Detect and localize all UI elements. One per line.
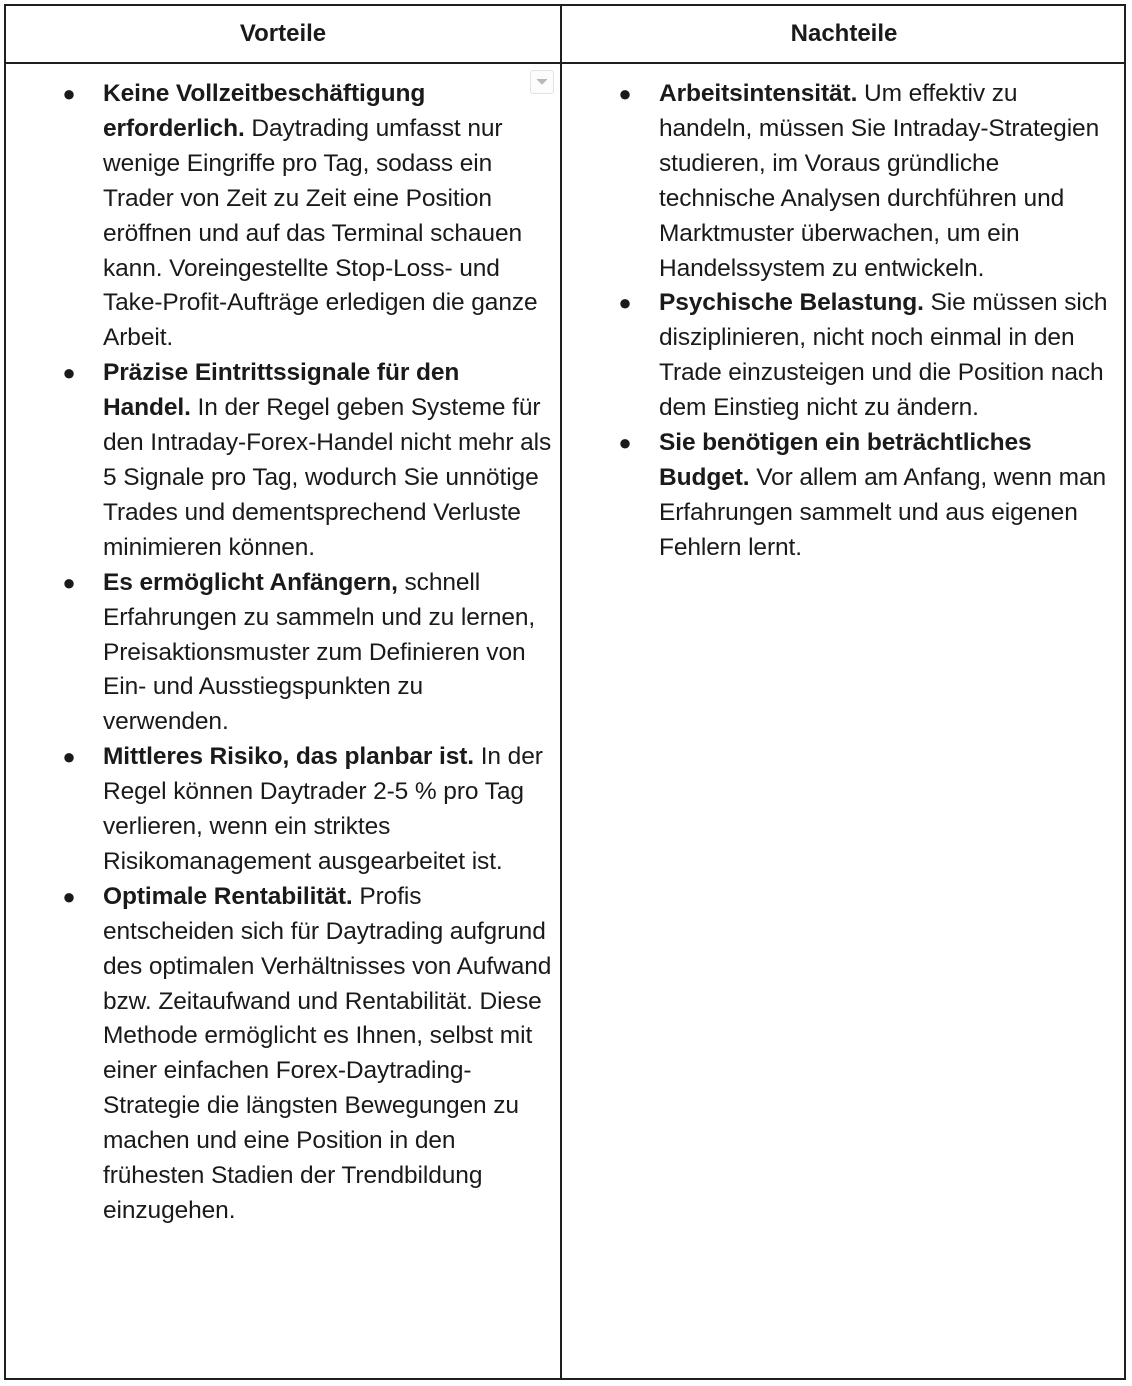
- pros-item-text: In der Regel geben Systeme für den Intraday-Forex-Handel nicht mehr als 5 Signale pro Tag, wodurch Sie unnötige Trades und dementsprechend Verluste minimieren können.: [103, 394, 552, 561]
- bullet-icon: ●: [62, 883, 76, 909]
- pros-list: [62, 77, 553, 1229]
- pros-item-text: Profis entscheiden sich für Daytrading aufgrund des optimalen Verhältnisses von Aufwand bzw. Zeitaufwand und Rentabilität. Diese Methode ermöglicht es Ihnen, selbst mit einer einfachen Forex-Daytrading-Strategie die längsten Bewegungen zu machen und eine Position in den frühesten Stadien der Trendbildung einzugehen.: [103, 882, 552, 1224]
- pros-list-item: [62, 356, 553, 565]
- cons-item-text: Um effektiv zu handeln, müssen Sie Intraday-Strategien studieren, im Voraus gründliche technische Analysen durchführen und Marktmuster überwachen, um ein Handelssystem zu entwickeln.: [659, 80, 1100, 282]
- pros-item-text: Daytrading umfasst nur wenige Eingriffe pro Tag, sodass ein Trader von Zeit zu Zeit eine Position eröffnen und auf das Terminal schauen kann. Voreingestellte Stop-Loss- und Take-Profit-Aufträge erledigen die ganze Arbeit.: [103, 114, 538, 352]
- cons-item-text: Vor allem am Anfang, wenn man Erfahrungen sammelt und aus eigenen Fehlern lernt.: [659, 463, 1107, 561]
- cons-item-heading: Arbeitsintensität.: [659, 80, 858, 107]
- pros-list-item: [62, 77, 553, 356]
- bullet-icon: ●: [62, 81, 76, 106]
- header-cons: [562, 6, 1126, 62]
- pros-cons-table: [4, 4, 1126, 1380]
- pros-list-item: [62, 740, 553, 880]
- pros-item-text: schnell Erfahrungen zu sammeln und zu lernen, Preisaktionsmuster zum Definieren von Ein- und Ausstiegspunkten zu verwenden.: [103, 568, 536, 736]
- bullet-icon: ●: [62, 569, 76, 595]
- cons-cell[interactable]: [562, 64, 1126, 1378]
- pros-item-heading: Mittleres Risiko, das planbar ist.: [103, 743, 475, 771]
- cons-item-heading: Sie benötigen ein beträchtliches Budget.: [659, 429, 1032, 491]
- pros-item-heading: Präzise Eintrittssignale für den Handel.: [103, 359, 460, 422]
- pros-list-item: [62, 880, 553, 1229]
- header-cons-label: Nachteile: [790, 20, 898, 47]
- cons-item-heading: Psychische Belastung.: [659, 289, 924, 317]
- bullet-icon: ●: [618, 81, 632, 106]
- header-pros: [6, 6, 560, 62]
- pros-item-heading: Es ermöglicht Anfängern,: [103, 568, 398, 596]
- header-pros-label: Vorteile: [239, 20, 327, 47]
- bullet-icon: ●: [62, 744, 76, 770]
- cons-item-text: Sie müssen sich disziplinieren, nicht noch einmal in den Trade einzusteigen und die Position nach dem Einstieg nicht zu ändern.: [659, 289, 1108, 422]
- bullet-icon: ●: [62, 360, 76, 386]
- pros-list-item: [62, 566, 553, 741]
- cons-list-item: [618, 286, 1109, 426]
- pros-cell[interactable]: [6, 64, 560, 1378]
- bullet-icon: ●: [618, 290, 632, 316]
- pros-item-heading: Optimale Rentabilität.: [103, 882, 353, 910]
- cons-list: [618, 77, 1109, 566]
- cons-list-item: [618, 77, 1109, 286]
- bullet-icon: ●: [618, 430, 632, 456]
- pros-item-heading: Keine Vollzeitbeschäftigung erforderlich.: [103, 80, 426, 142]
- cons-list-item: [618, 426, 1109, 566]
- pros-item-text: In der Regel können Daytrader 2-5 % pro Tag verlieren, wenn ein striktes Risikomanagement ausgearbeitet ist.: [103, 743, 543, 875]
